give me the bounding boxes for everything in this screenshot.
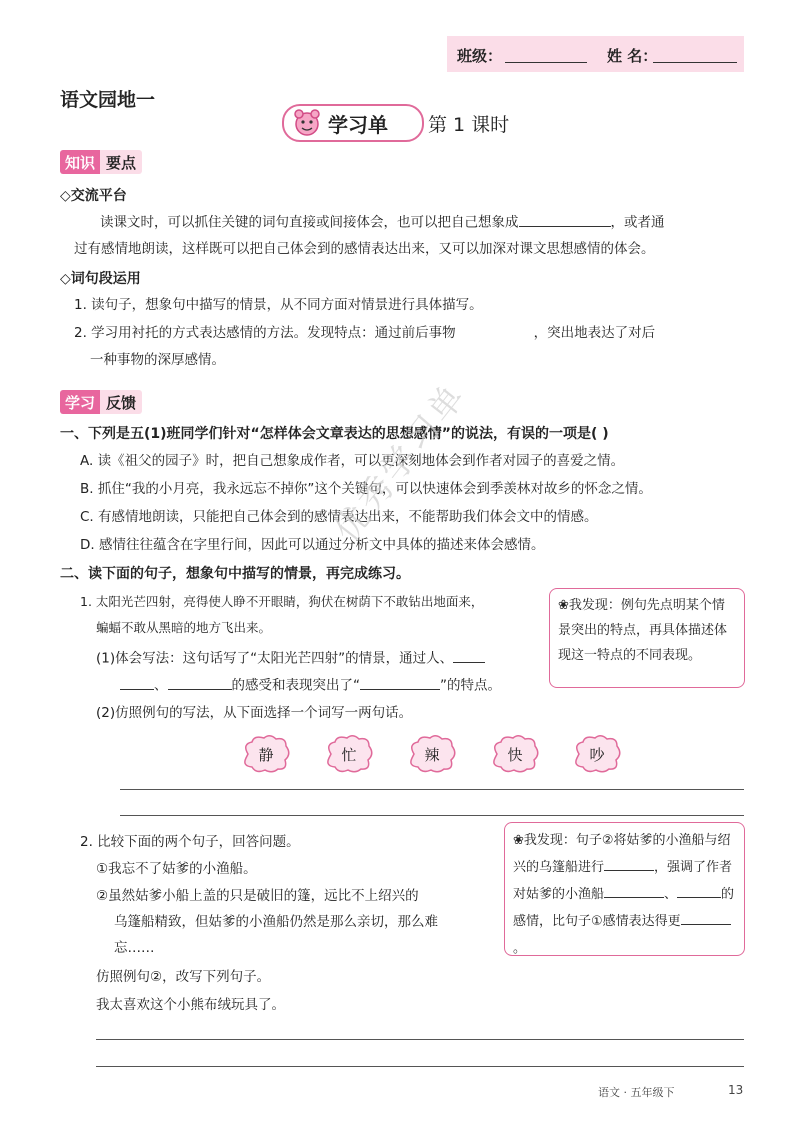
exchange-line2: 过有感情地朗读，这样既可以把自己体会到的感情表达出来，又可以加深对课文思想感情的体会。 xyxy=(74,241,655,257)
usage-title: ◇词句段运用 xyxy=(60,271,141,287)
rewrite-sentence: 我太喜欢这个小熊布绒玩具了。 xyxy=(96,997,285,1013)
q2-s1-line1: 1. 太阳光芒四射，亮得使人睁不开眼睛，狗伏在树荫下不敢钻出地面来， xyxy=(80,594,484,609)
discovery-box-1: ❀我发现：例句先点明某个情景突出的特点，再具体描述体现这一特点的不同表现。 xyxy=(549,588,745,688)
q1-stem: 一、下列是五(1)班同学们针对“怎样体会文章表达的思想感情”的说法，有误的一项是( ) xyxy=(60,426,609,442)
find2-c: 、 xyxy=(664,887,678,902)
class-name-bar xyxy=(447,36,744,72)
q2-s1-p1-b: 、 xyxy=(154,677,168,694)
section-title: 语文园地一 xyxy=(60,89,156,111)
word-flower-1[interactable] xyxy=(240,734,292,774)
answer-line-3[interactable] xyxy=(96,1039,744,1040)
find2-d: 的感情，比句子①感情表达得更 xyxy=(513,887,735,929)
word-busy: 忙 xyxy=(341,745,357,764)
q2-s2: 2. 比较下面的两个句子，回答问题。 xyxy=(80,834,300,850)
q1-option-a[interactable]: A. 读《祖父的园子》时，把自己想象成作者，可以更深刻地体会到作者对园子的喜爱之情。 xyxy=(80,453,625,469)
find2-blank-3[interactable] xyxy=(634,884,664,898)
q2-s2-2a: ②虽然姑爹小船上盖的只是破旧的篷，远比不上绍兴的 xyxy=(96,888,419,904)
word-flower-3[interactable] xyxy=(406,734,458,774)
usage-item2-a: 2. 学习用衬托的方式表达感情的方法。发现特点：通过前后事物 xyxy=(74,325,456,341)
worksheet-label: 学习单 xyxy=(328,112,388,137)
exchange-line1-b: ，或者通 xyxy=(610,214,665,231)
find2-e: 。 xyxy=(513,941,527,956)
q2-s1-p1-d: ”的特点。 xyxy=(440,677,501,694)
q2-s1-p1-c: 的感受和表现突出了“ xyxy=(231,677,360,694)
q2-s1-p1-line2 xyxy=(120,675,501,696)
q1-option-d[interactable]: D. 感情往往蕴含在字里行间，因此可以通过分析文中具体的描述来体会感情。 xyxy=(80,537,545,553)
rewrite-instruction: 仿照例句②，改写下列句子。 xyxy=(96,969,271,985)
find2-blank-4[interactable] xyxy=(677,884,721,898)
lesson-label: 第 1 课时 xyxy=(428,114,510,136)
usage-item2 xyxy=(74,323,655,343)
q2-s1-p1-a: (1)体会写法：这句话写了“太阳光芒四射”的情景，通过人、 xyxy=(96,650,454,667)
class-label: 班级： xyxy=(457,47,503,65)
q1-option-b[interactable]: B. 抓住“我的小月亮，我永远忘不掉你”这个关键句，可以快速体会到季羡林对故乡的怀念之情。 xyxy=(80,481,652,497)
answer-line-1[interactable] xyxy=(120,789,744,790)
footer-subject: 语文 · 五年级下 xyxy=(598,1086,675,1099)
q2-blank-2[interactable] xyxy=(120,675,154,690)
watermark: 优秀学习单 xyxy=(326,375,475,550)
q2-blank-4[interactable] xyxy=(360,675,440,690)
name-label: 姓 名： xyxy=(607,47,658,65)
q2-s1-line2: 蝙蝠不敢从黑暗的地方飞出来。 xyxy=(96,620,272,635)
q2-blank-3[interactable] xyxy=(168,675,232,690)
knowledge-badge xyxy=(60,150,142,174)
q2-s1-p2: (2)仿照例句的写法，从下面选择一个词写一两句话。 xyxy=(96,705,413,721)
name-blank[interactable] xyxy=(653,62,737,63)
q2-s2-1: ①我忘不了姑爹的小渔船。 xyxy=(96,861,257,877)
answer-line-4[interactable] xyxy=(96,1066,744,1067)
q2-s1-p1-line1 xyxy=(96,648,485,669)
usage-item2-b: ，突出地表达了对后 xyxy=(533,325,656,341)
find2-blank-5[interactable] xyxy=(681,911,731,925)
exchange-line1-a: 读课文时，可以抓住关键的词句直接或间接体会，也可以把自己想象成 xyxy=(100,214,519,231)
feedback-badge xyxy=(60,390,142,414)
q2-blank-1[interactable] xyxy=(453,648,485,663)
find2-blank-2[interactable] xyxy=(604,884,634,898)
word-spicy: 辣 xyxy=(424,745,440,764)
usage-item1: 1. 读句子，想象句中描写的情景，从不同方面对情景进行具体描写。 xyxy=(74,297,483,313)
knowledge-badge-b: 要点 xyxy=(100,150,142,174)
word-flower-5[interactable] xyxy=(571,734,623,774)
page-number: 13 xyxy=(728,1083,744,1097)
exchange-blank[interactable] xyxy=(519,212,611,227)
class-blank[interactable] xyxy=(505,62,587,63)
q2-s2-2b: 乌篷船精致，但姑爹的小渔船仍然是那么亲切，那么难 xyxy=(114,914,438,930)
exchange-title: ◇交流平台 xyxy=(60,188,127,204)
usage-item2-c: 一种事物的深厚感情。 xyxy=(90,352,225,368)
word-noisy: 吵 xyxy=(589,745,605,764)
word-flower-4[interactable] xyxy=(489,734,541,774)
word-fast: 快 xyxy=(507,745,523,764)
exchange-line1 xyxy=(100,212,665,233)
q2-stem: 二、读下面的句子，想象句中描写的情景，再完成练习。 xyxy=(60,566,410,582)
feedback-badge-b: 反馈 xyxy=(100,390,142,414)
find2-a: ❀我发现：句子②将姑爹的小渔船与绍兴的乌篷船进行 xyxy=(513,833,731,875)
q1-option-c[interactable]: C. 有感情地朗读，只能把自己体会到的感情表达出来，不能帮助我们体会文中的情感。 xyxy=(80,509,598,525)
q2-s2-2c: 忘…… xyxy=(114,940,155,956)
knowledge-badge-a: 知识 xyxy=(60,150,100,174)
answer-line-2[interactable] xyxy=(120,815,744,816)
find2-blank-1[interactable] xyxy=(604,857,654,871)
worksheet-badge xyxy=(282,104,424,142)
feedback-badge-a: 学习 xyxy=(60,390,100,414)
word-flower-2[interactable] xyxy=(323,734,375,774)
find2-b: ，强调了作者对姑爹的小渔船 xyxy=(513,860,733,902)
word-quiet: 静 xyxy=(258,745,274,764)
tiger-mascot-icon xyxy=(290,108,324,138)
discovery-box-2 xyxy=(504,822,745,956)
